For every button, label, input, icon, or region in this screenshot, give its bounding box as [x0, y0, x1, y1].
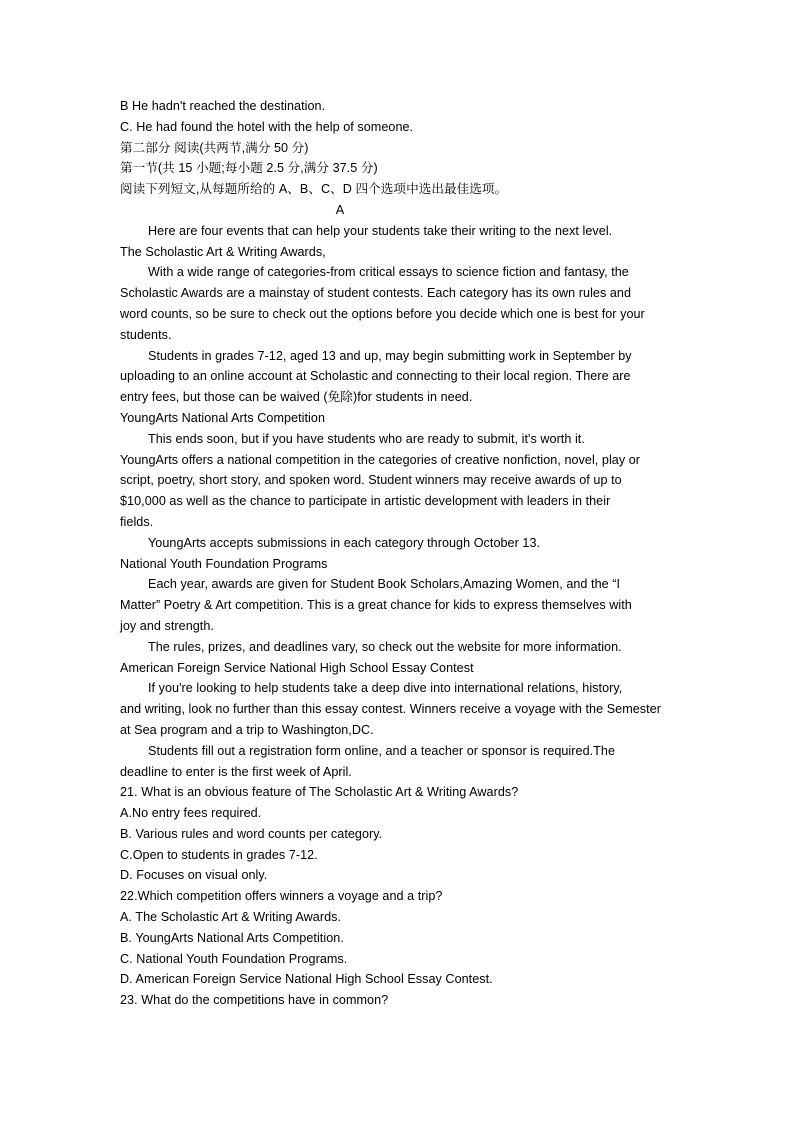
text-line: C. He had found the hotel with the help of someone.: [120, 119, 414, 134]
paragraph-line: Scholastic Awards are a mainstay of student contests. Each category has its own rules and: [120, 286, 632, 301]
paragraph-line: This ends soon, but if you have students who are ready to submit, it's worth it.: [148, 431, 585, 446]
answer-option: D. Focuses on visual only.: [120, 868, 268, 883]
paragraph-line: Here are four events that can help your students take their writing to the next level.: [148, 223, 613, 238]
paragraph-line: The rules, prizes, and deadlines vary, so check out the website for more information.: [148, 639, 622, 654]
section-title: 第二部分 阅读(共两节,满分 50 分): [120, 140, 309, 155]
paragraph-line: joy and strength.: [120, 618, 214, 633]
paragraph-line: Each year, awards are given for Student Book Scholars,Amazing Women, and the “I: [148, 577, 621, 592]
event-heading: American Foreign Service National High School Essay Contest: [120, 660, 474, 675]
answer-option: A. The Scholastic Art & Writing Awards.: [120, 910, 342, 925]
text-line: B He hadn't reached the destination.: [120, 99, 326, 113]
passage-label: A: [335, 202, 345, 217]
paragraph-line: students.: [120, 327, 172, 342]
paragraph-line: With a wide range of categories-from critical essays to science fiction and fantasy, the: [148, 265, 629, 280]
answer-option: A.No entry fees required.: [120, 806, 262, 821]
paragraph-line: YoungArts accepts submissions in each category through October 13.: [148, 535, 541, 550]
section-subtitle: 第一节(共 15 小题;每小题 2.5 分,满分 37.5 分): [120, 161, 378, 176]
paragraph-line: at Sea program and a trip to Washington,DC.: [120, 722, 374, 737]
event-heading: National Youth Foundation Programs: [120, 556, 328, 571]
answer-option: C.Open to students in grades 7-12.: [120, 847, 318, 862]
document-page: [120, 96, 680, 1011]
paragraph-line: $10,000 as well as the chance to participate in artistic development with leaders in their: [120, 494, 611, 509]
paragraph-line: Matter” Poetry & Art competition. This is a great chance for kids to express themselves with: [120, 598, 632, 613]
question-stem: 23. What do the competitions have in common?: [120, 993, 389, 1008]
instructions: 阅读下列短文,从每题所给的 A、B、C、D 四个选项中选出最佳选项。: [120, 182, 508, 197]
paragraph-line: word counts, so be sure to check out the options before you decide which one is best for your: [120, 306, 645, 321]
answer-option: D. American Foreign Service National High School Essay Contest.: [120, 972, 493, 987]
paragraph-line: script, poetry, short story, and spoken word. Student winners may receive awards of up to: [120, 473, 622, 488]
paragraph-line: uploading to an online account at Scholastic and connecting to their local region. There are: [120, 369, 631, 384]
answer-option: B. YoungArts National Arts Competition.: [120, 930, 344, 945]
paragraph-line: Students in grades 7-12, aged 13 and up, may begin submitting work in September by: [148, 348, 632, 363]
paragraph-line: and writing, look no further than this essay contest. Winners receive a voyage with the Semester: [120, 702, 661, 717]
paragraph-line: YoungArts offers a national competition in the categories of creative nonfiction, novel, play or: [120, 452, 641, 467]
paragraph-line: If you're looking to help students take a deep dive into international relations, history,: [148, 681, 623, 696]
paragraph-line: Students fill out a registration form online, and a teacher or sponsor is required.The: [148, 743, 616, 758]
question-stem: 21. What is an obvious feature of The Scholastic Art & Writing Awards?: [120, 785, 519, 800]
paragraph-line: entry fees, but those can be waived (免除)for students in need.: [120, 390, 473, 405]
event-heading: The Scholastic Art & Writing Awards,: [120, 244, 326, 259]
question-stem: 22.Which competition offers winners a voyage and a trip?: [120, 889, 443, 904]
paragraph-line: fields.: [120, 514, 154, 529]
paragraph-line: deadline to enter is the first week of April.: [120, 764, 352, 779]
answer-option: C. National Youth Foundation Programs.: [120, 951, 348, 966]
answer-option: B. Various rules and word counts per category.: [120, 826, 383, 841]
event-heading: YoungArts National Arts Competition: [120, 410, 325, 425]
